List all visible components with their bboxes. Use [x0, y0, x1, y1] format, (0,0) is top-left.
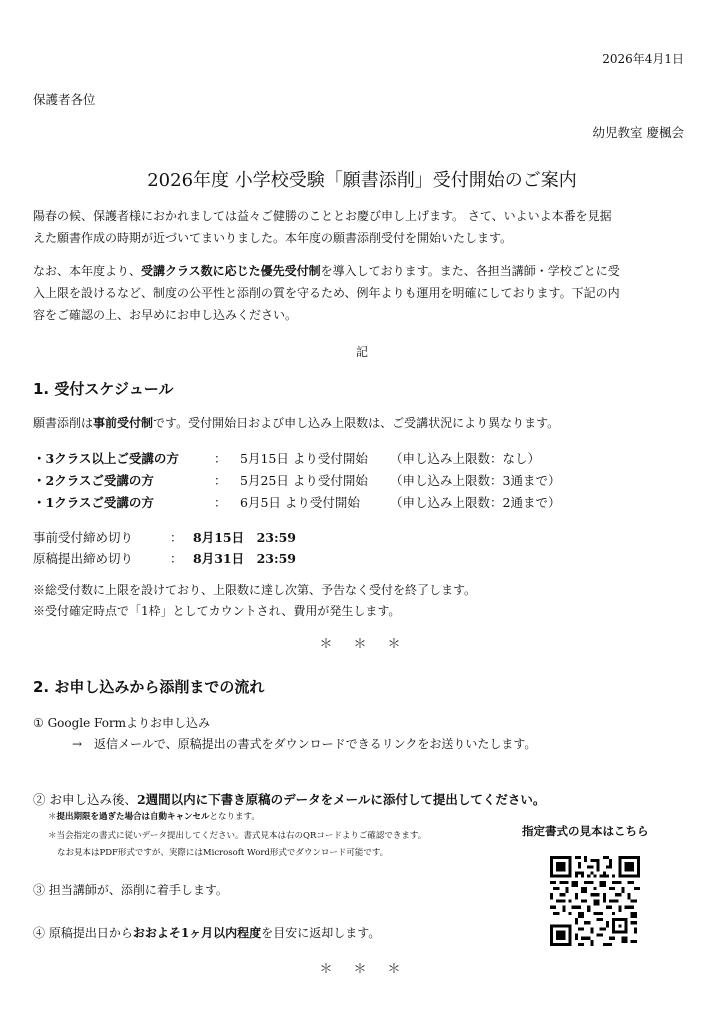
- note-mark: ＊: [48, 812, 57, 822]
- schedule-start: 5月25日 より受付開始: [240, 473, 368, 488]
- schedule-limit: （申し込み上限数：2通まで）: [390, 495, 561, 510]
- section-2-heading: 2. お申し込みから添削までの流れ: [33, 678, 265, 696]
- schedule-limit: （申し込み上限数：なし）: [390, 451, 541, 466]
- notice-text: を導入しております。また、各担当講師・学校ごとに受: [320, 264, 620, 278]
- schedule-start: 6月5日 より受付開始: [240, 495, 360, 510]
- deadline-colon: ：: [170, 551, 183, 566]
- deadline-label: 事前受付締め切り: [33, 530, 134, 545]
- deadline-colon: ：: [170, 530, 183, 545]
- document-date: 2026年4月1日: [602, 52, 684, 66]
- section-1-note-2: ※受付確定時点で「1枠」としてカウントされ、費用が発生します。: [33, 604, 401, 618]
- notice-line-2: 入上限を設けるなど、制度の公平性と添削の質を守るため、例年よりも運用を明確にしております。下記の内: [33, 286, 620, 300]
- deadline-value: 8月31日 23:59: [193, 551, 296, 566]
- step-4-text: ④ 原稿提出日から: [33, 926, 133, 940]
- schedule-start: 5月15日 より受付開始: [240, 451, 368, 466]
- document-title: 2026年度 小学校受験「願書添削」受付開始のご案内: [147, 170, 577, 191]
- step-4-text: を目安に返却します。: [261, 926, 381, 940]
- schedule-colon: ：: [214, 473, 227, 488]
- ki-mark: 記: [355, 345, 368, 359]
- separator: ＊ ＊ ＊: [319, 637, 405, 652]
- step-1-detail: → 返信メールで、原稿提出の書式をダウンロードできるリンクをお送りいたします。: [72, 737, 537, 751]
- schedule-class: ・3クラス以上ご受講の方: [33, 451, 179, 466]
- section-1-note-1: ※総受付数に上限を設けており、上限数に達し次第、予告なく受付を終了します。: [33, 583, 477, 597]
- notice-line-1: [33, 260, 620, 282]
- step-2-note-1: [48, 810, 260, 824]
- deadline-value: 8月15日 23:59: [193, 530, 296, 545]
- recipient: 保護者各位: [33, 92, 96, 107]
- notice-text: なお、本年度より、: [33, 264, 142, 278]
- step-4: [33, 922, 380, 944]
- step-3: ③ 担当講師が、添削に着手します。: [33, 883, 228, 897]
- sender: 幼児教室 慶楓会: [592, 125, 684, 140]
- qr-code-icon[interactable]: [550, 856, 640, 946]
- intro-line-1: 陽春の候、保護者様におかれましては益々ご健勝のこととお慶び申し上げます。 さて、いよいよ本番を見据: [33, 209, 612, 223]
- schedule-class: ・1クラスご受講の方: [33, 495, 154, 510]
- notice-emphasis: 受講クラス数に応じた優先受付制: [141, 264, 321, 278]
- lead-text: 願書添削は: [33, 416, 94, 430]
- qr-caption: 指定書式の見本はこちら: [522, 824, 649, 838]
- schedule-limit: （申し込み上限数：3通まで）: [390, 473, 561, 488]
- step-1: ① Google Formよりお申し込み: [33, 716, 211, 730]
- schedule-colon: ：: [214, 451, 227, 466]
- step-2: [33, 789, 545, 811]
- step-2-note-2: ＊当会指定の書式に従いデータ提出してください。書式見本は右のQRコードよりご確認できます。: [48, 831, 427, 841]
- schedule-class: ・2クラスご受講の方: [33, 473, 154, 488]
- schedule-colon: ：: [214, 495, 227, 510]
- note-text: となります。: [209, 812, 260, 822]
- separator: ＊ ＊ ＊: [319, 962, 405, 977]
- step-2-text: ② お申し込み後、: [33, 792, 137, 807]
- intro-line-2: えた願書作成の時期が近づいてまいりました。本年度の願書添削受付を開始いたします。: [33, 231, 513, 245]
- notice-line-3: 容をご確認の上、お早めにお申し込みください。: [33, 308, 298, 322]
- step-4-emphasis: おおよそ1ヶ月以内程度: [132, 926, 262, 940]
- deadline-label: 原稿提出締め切り: [33, 551, 134, 566]
- lead-text: です。受付開始日および申し込み上限数は、ご受講状況により異なります。: [153, 416, 560, 430]
- step-2-note-3: なお見本はPDF形式ですが、実際にはMicrosoft Word形式でダウンロード可能です。: [57, 848, 389, 858]
- section-1-heading: 1. 受付スケジュール: [33, 380, 174, 398]
- lead-emphasis: 事前受付制: [93, 416, 154, 430]
- section-1-lead: [33, 412, 559, 434]
- step-2-emphasis: 2週間以内に下書き原稿のデータをメールに添付して提出してください。: [136, 792, 546, 807]
- note-emphasis: 提出期限を過ぎた場合は自動キャンセル: [56, 812, 210, 822]
